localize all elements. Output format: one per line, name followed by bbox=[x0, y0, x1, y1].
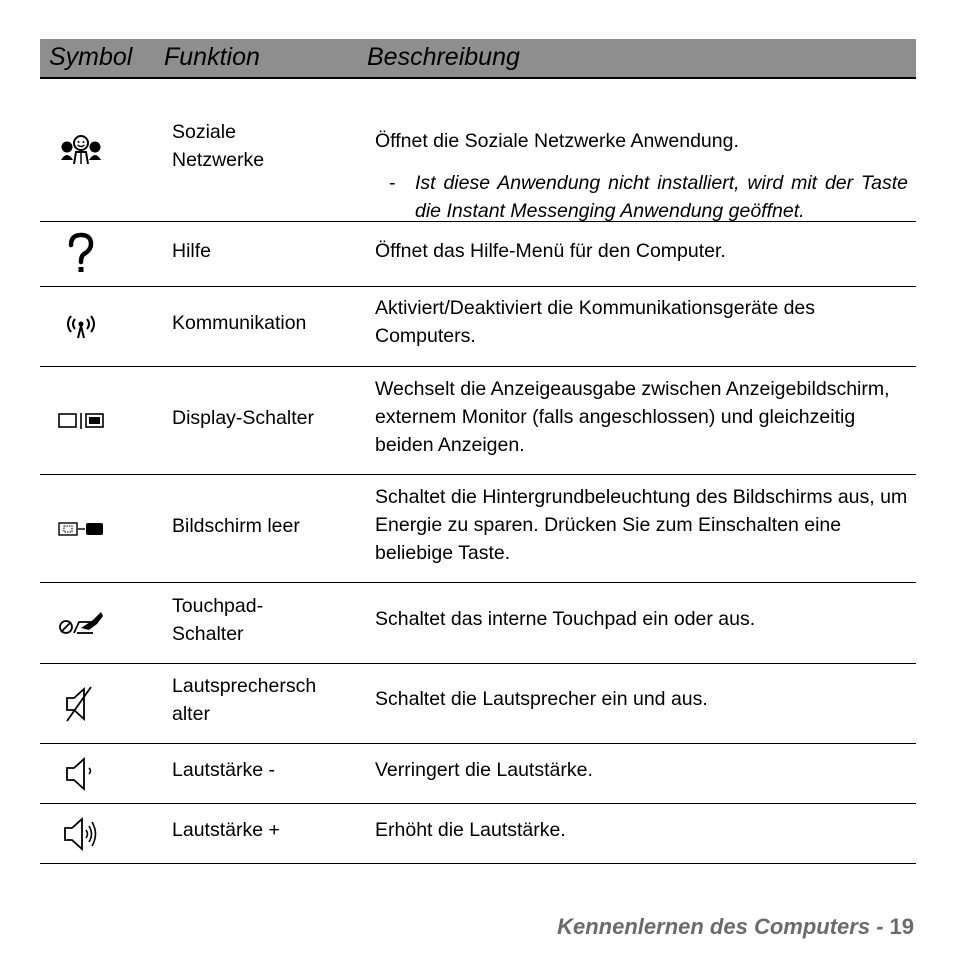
table-row bbox=[40, 222, 916, 287]
table-row bbox=[40, 79, 916, 222]
table-row bbox=[40, 287, 916, 367]
description-text: Schaltet die Hintergrundbeleuchtung des Bildschirms aus, um Energie zu sparen. Drücken Sie zum Einschalten eine beliebige Taste. bbox=[375, 486, 908, 564]
description-text: Schaltet die Lautsprecher ein und aus. bbox=[375, 688, 708, 710]
volume-down-icon bbox=[56, 744, 106, 803]
wireless-icon bbox=[56, 287, 106, 366]
touchpad-toggle-icon bbox=[56, 583, 106, 663]
description-text: Schaltet das interne Touchpad ein oder aus. bbox=[375, 608, 756, 630]
note-text: Ist diese Anwendung nicht installiert, wird mit der Taste die Instant Messenging Anwendung geöffnet. bbox=[415, 172, 908, 222]
function-label: Lautstärke + bbox=[172, 819, 280, 841]
description-text: Wechselt die Anzeigeausgabe zwischen Anzeigebildschirm, externem Monitor (falls angeschlossen) und gleichzeitig beiden Anzeigen. bbox=[375, 378, 890, 456]
description-text: Öffnet das Hilfe-Menü für den Computer. bbox=[375, 240, 726, 262]
table-header bbox=[40, 39, 916, 79]
table-row bbox=[40, 804, 916, 864]
function-label: Touchpad- Schalter bbox=[172, 595, 264, 645]
table-row bbox=[40, 744, 916, 804]
table-row bbox=[40, 475, 916, 583]
page-number: 19 bbox=[889, 914, 914, 939]
header-description: Beschreibung bbox=[367, 43, 520, 71]
table-row bbox=[40, 583, 916, 664]
page-footer bbox=[557, 914, 914, 940]
function-label: Soziale Netzwerke bbox=[172, 121, 265, 171]
description-text: Öffnet die Soziale Netzwerke Anwendung. bbox=[375, 130, 739, 152]
description-note: - Ist diese Anwendung nicht installiert, wird mit der Taste die Instant Messenging Anwendung geöffnet. bbox=[389, 169, 908, 225]
function-label: Display-Schalter bbox=[172, 407, 314, 429]
header-symbol: Symbol bbox=[49, 43, 133, 71]
description-text: Verringert die Lautstärke. bbox=[375, 759, 593, 781]
description-text: Aktiviert/Deaktiviert die Kommunikationsgeräte des Computers. bbox=[375, 297, 816, 347]
social-networks-icon bbox=[56, 79, 106, 221]
volume-up-icon bbox=[56, 804, 106, 863]
footer-title: Kennenlernen des Computers - bbox=[557, 914, 884, 939]
function-label: Bildschirm leer bbox=[172, 515, 300, 537]
function-label: Lautsprechersch alter bbox=[172, 675, 317, 725]
description-text: Erhöht die Lautstärke. bbox=[375, 819, 566, 841]
screen-blank-icon bbox=[56, 475, 106, 582]
speaker-mute-icon bbox=[56, 664, 106, 743]
table-row bbox=[40, 367, 916, 475]
table-row bbox=[40, 664, 916, 744]
function-label: Lautstärke - bbox=[172, 759, 275, 781]
function-label: Hilfe bbox=[172, 240, 212, 262]
question-mark-icon bbox=[56, 222, 106, 286]
display-switch-icon bbox=[56, 367, 106, 474]
function-key-table bbox=[40, 39, 916, 864]
function-label: Kommunikation bbox=[172, 312, 307, 334]
header-function: Funktion bbox=[164, 43, 260, 71]
